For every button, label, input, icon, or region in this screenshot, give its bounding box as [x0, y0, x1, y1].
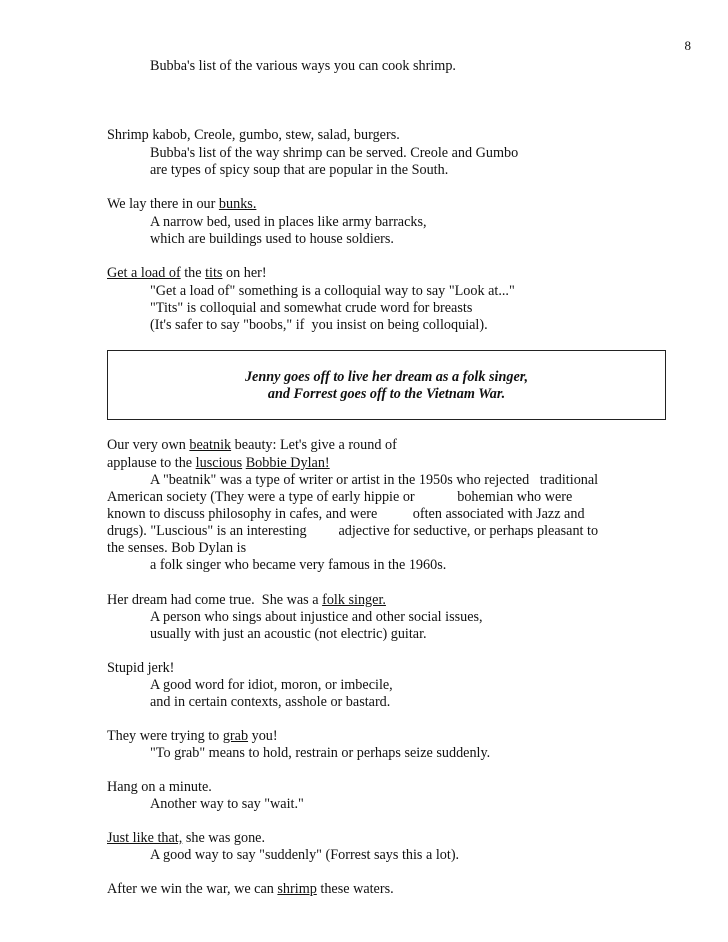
entry-explanation: usually with just an acoustic (not electric) guitar.: [150, 626, 427, 642]
entry-explanation: A person who sings about injustice and other social issues,: [150, 609, 483, 625]
vocab-grab: grab: [222, 728, 249, 744]
entry-phrase: We lay there in our bunks.: [107, 196, 257, 212]
vocab-bunks: bunks.: [218, 196, 257, 212]
intro-line: Bubba's list of the various ways you can cook shrimp.: [150, 58, 456, 74]
entry-explanation: are types of spicy soup that are popular in the South.: [150, 162, 449, 178]
vocab-tits: tits: [205, 265, 223, 281]
entry-phrase: Shrimp kabob, Creole, gumbo, stew, salad, burgers.: [107, 127, 400, 143]
entry-phrase: applause to the luscious Bobbie Dylan!: [107, 455, 330, 471]
entry-explanation: Another way to say "wait.": [150, 796, 304, 812]
entry-explanation: which are buildings used to house soldiers.: [150, 231, 394, 247]
entry-phrase: Hang on a minute.: [107, 779, 212, 795]
vocab-folk-singer: folk singer.: [322, 592, 386, 608]
entry-explanation: drugs). "Luscious" is an interesting adjective for seductive, or perhaps pleasant to: [107, 523, 599, 539]
entry-phrase: Get a load of the tits on her!: [107, 265, 267, 281]
entry-explanation: A good word for idiot, moron, or imbecile,: [150, 677, 393, 693]
entry-explanation: Bubba's list of the way shrimp can be served. Creole and Gumbo: [150, 145, 519, 161]
vocab-get-a-load-of: Get a load of: [107, 265, 181, 281]
vocab-bobbie-dylan: Bobbie Dylan!: [245, 455, 330, 471]
vocab-beatnik: beatnik: [189, 437, 232, 453]
entry-explanation: "Get a load of" something is a colloquial way to say "Look at...": [150, 283, 515, 299]
vocab-shrimp: shrimp: [277, 881, 317, 897]
page-number: 8: [684, 38, 691, 53]
scene-summary-line: and Forrest goes off to the Vietnam War.: [267, 386, 506, 402]
vocab-luscious: luscious: [195, 455, 243, 471]
vocab-just-like-that: Just like that,: [107, 830, 183, 846]
entry-phrase: They were trying to grab you!: [107, 728, 278, 744]
entry-explanation: A narrow bed, used in places like army barracks,: [150, 214, 427, 230]
entry-phrase: Her dream had come true. She was a folk singer.: [107, 592, 386, 608]
entry-phrase: Our very own beatnik beauty: Let's give a round of: [107, 437, 397, 453]
scene-summary-line: Jenny goes off to live her dream as a folk singer,: [244, 369, 529, 385]
entry-explanation: (It's safer to say "boobs," if you insist on being colloquial).: [150, 317, 488, 333]
entry-explanation: and in certain contexts, asshole or bastard.: [150, 694, 391, 710]
entry-explanation: A good way to say "suddenly" (Forrest says this a lot).: [150, 847, 460, 863]
scene-summary-box: [107, 350, 666, 420]
entry-explanation: "Tits" is colloquial and somewhat crude word for breasts: [150, 300, 473, 316]
entry-explanation: the senses. Bob Dylan is: [107, 540, 247, 556]
entry-phrase: Stupid jerk!: [107, 660, 175, 676]
entry-explanation: a folk singer who became very famous in the 1960s.: [150, 557, 447, 573]
entry-phrase: Just like that, she was gone.: [107, 830, 266, 846]
entry-explanation: American society (They were a type of early hippie or bohemian who were: [107, 489, 573, 505]
entry-phrase: After we win the war, we can shrimp these waters.: [107, 881, 394, 897]
entry-explanation: known to discuss philosophy in cafes, and were often associated with Jazz and: [107, 506, 585, 522]
entry-explanation: "To grab" means to hold, restrain or perhaps seize suddenly.: [150, 745, 491, 761]
entry-explanation: A "beatnik" was a type of writer or artist in the 1950s who rejected traditional: [150, 472, 599, 488]
